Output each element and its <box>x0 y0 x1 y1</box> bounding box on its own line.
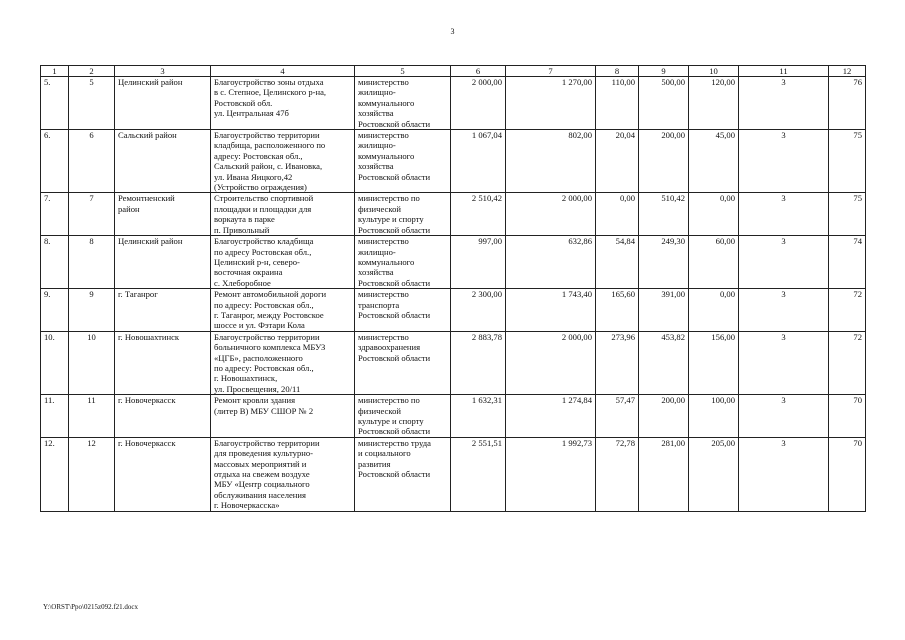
responsible-ministry: министерство жилищно- коммунального хозяйства Ростовской области <box>355 130 451 193</box>
score: 75 <box>829 193 866 236</box>
amount-col8: 110,00 <box>596 77 639 130</box>
table-row <box>41 289 866 332</box>
item-number: 12 <box>69 437 115 511</box>
row-index: 8. <box>41 236 69 289</box>
column-header: 5 <box>355 66 451 77</box>
column-header: 10 <box>689 66 739 77</box>
data-table <box>40 65 866 512</box>
item-number: 5 <box>69 77 115 130</box>
value-col11: 3 <box>739 289 829 332</box>
value-col11: 3 <box>739 193 829 236</box>
project-description: Благоустройство зоны отдыха в с. Степное, Целинского р-на, Ростовской обл. ул. Центральная 47б <box>211 77 355 130</box>
project-description: Благоустройство кладбища по адресу Ростовская обл., Целинский р-н, северо- восточная окраина с. Хлеборобное <box>211 236 355 289</box>
amount-col9: 200,00 <box>639 130 689 193</box>
amount-total: 2 510,42 <box>451 193 506 236</box>
row-index: 7. <box>41 193 69 236</box>
row-index: 12. <box>41 437 69 511</box>
value-col11: 3 <box>739 130 829 193</box>
score: 72 <box>829 331 866 394</box>
amount-col10: 100,00 <box>689 395 739 438</box>
amount-col10: 45,00 <box>689 130 739 193</box>
amount-col7: 1 270,00 <box>506 77 596 130</box>
column-number-row <box>41 66 866 77</box>
amount-col7: 2 000,00 <box>506 331 596 394</box>
amount-col10: 60,00 <box>689 236 739 289</box>
responsible-ministry: министерство жилищно- коммунального хозяйства Ростовской области <box>355 236 451 289</box>
page-number: 3 <box>450 27 455 36</box>
row-index: 10. <box>41 331 69 394</box>
amount-col9: 249,30 <box>639 236 689 289</box>
amount-col8: 57,47 <box>596 395 639 438</box>
responsible-ministry: министерство по физической культуре и спорту Ростовской области <box>355 193 451 236</box>
table-row <box>41 77 866 130</box>
column-header: 1 <box>41 66 69 77</box>
amount-col7: 1 992,73 <box>506 437 596 511</box>
column-header: 7 <box>506 66 596 77</box>
table-row <box>41 236 866 289</box>
column-header: 2 <box>69 66 115 77</box>
amount-col10: 120,00 <box>689 77 739 130</box>
score: 70 <box>829 395 866 438</box>
file-path-footer: Y:\ORST\Ppo\0215z092.f21.docx <box>43 603 139 611</box>
column-header: 12 <box>829 66 866 77</box>
project-description: Ремонт кровли здания (литер В) МБУ СШОР № 2 <box>211 395 355 438</box>
amount-col8: 273,96 <box>596 331 639 394</box>
row-index: 6. <box>41 130 69 193</box>
value-col11: 3 <box>739 395 829 438</box>
column-header: 6 <box>451 66 506 77</box>
amount-total: 997,00 <box>451 236 506 289</box>
amount-col9: 500,00 <box>639 77 689 130</box>
amount-col9: 200,00 <box>639 395 689 438</box>
table-row <box>41 395 866 438</box>
row-index: 5. <box>41 77 69 130</box>
project-description: Благоустройство территории кладбища, расположенного по адресу: Ростовская обл., Сальский район, с. Ивановка, ул. Ивана Яицкого,42 (Устройство ограждения) <box>211 130 355 193</box>
responsible-ministry: министерство по физической культуре и спорту Ростовской области <box>355 395 451 438</box>
responsible-ministry: министерство транспорта Ростовской области <box>355 289 451 332</box>
amount-total: 2 300,00 <box>451 289 506 332</box>
column-header: 9 <box>639 66 689 77</box>
responsible-ministry: министерство труда и социального развития Ростовской области <box>355 437 451 511</box>
amount-col10: 0,00 <box>689 193 739 236</box>
item-number: 9 <box>69 289 115 332</box>
score: 70 <box>829 437 866 511</box>
column-header: 4 <box>211 66 355 77</box>
municipality: г. Новошахтинск <box>115 331 211 394</box>
value-col11: 3 <box>739 437 829 511</box>
municipality: Ремонтненский район <box>115 193 211 236</box>
amount-total: 2 000,00 <box>451 77 506 130</box>
municipality: Целинский район <box>115 77 211 130</box>
amount-col8: 165,60 <box>596 289 639 332</box>
column-header: 8 <box>596 66 639 77</box>
row-index: 9. <box>41 289 69 332</box>
item-number: 11 <box>69 395 115 438</box>
amount-col8: 0,00 <box>596 193 639 236</box>
row-index: 11. <box>41 395 69 438</box>
amount-col8: 54,84 <box>596 236 639 289</box>
table-row <box>41 331 866 394</box>
municipality: Сальский район <box>115 130 211 193</box>
item-number: 8 <box>69 236 115 289</box>
project-description: Благоустройство территории больничного комплекса МБУЗ «ЦГБ», расположенного по адресу: Ростовская обл., г. Новошахтинск, ул. Просвещения, 20/11 <box>211 331 355 394</box>
amount-col9: 510,42 <box>639 193 689 236</box>
amount-col7: 1 274,84 <box>506 395 596 438</box>
amount-col9: 453,82 <box>639 331 689 394</box>
amount-col7: 2 000,00 <box>506 193 596 236</box>
item-number: 10 <box>69 331 115 394</box>
value-col11: 3 <box>739 236 829 289</box>
amount-col9: 281,00 <box>639 437 689 511</box>
item-number: 7 <box>69 193 115 236</box>
amount-total: 2 883,78 <box>451 331 506 394</box>
amount-col7: 632,86 <box>506 236 596 289</box>
table-row <box>41 130 866 193</box>
project-description: Благоустройство территории для проведения культурно- массовых мероприятий и отдыха на свежем воздухе МБУ «Центр социального обслуживания населения г. Новочеркасска» <box>211 437 355 511</box>
item-number: 6 <box>69 130 115 193</box>
amount-total: 1 632,31 <box>451 395 506 438</box>
score: 75 <box>829 130 866 193</box>
responsible-ministry: министерство здравоохранения Ростовской области <box>355 331 451 394</box>
project-description: Ремонт автомобильной дороги по адресу: Ростовская обл., г. Таганрог, между Ростовское шоссе и ул. Фэтари Кола <box>211 289 355 332</box>
score: 76 <box>829 77 866 130</box>
value-col11: 3 <box>739 331 829 394</box>
amount-col9: 391,00 <box>639 289 689 332</box>
table-row <box>41 193 866 236</box>
municipality: г. Новочеркасск <box>115 437 211 511</box>
amount-col10: 156,00 <box>689 331 739 394</box>
table-row <box>41 437 866 511</box>
municipality: г. Новочеркасск <box>115 395 211 438</box>
project-description: Строительство спортивной площадки и площадки для воркаута в парке п. Привольный <box>211 193 355 236</box>
amount-col8: 72,78 <box>596 437 639 511</box>
amount-col7: 802,00 <box>506 130 596 193</box>
amount-col7: 1 743,40 <box>506 289 596 332</box>
score: 74 <box>829 236 866 289</box>
amount-col8: 20,04 <box>596 130 639 193</box>
amount-col10: 205,00 <box>689 437 739 511</box>
responsible-ministry: министерство жилищно- коммунального хозяйства Ростовской области <box>355 77 451 130</box>
amount-total: 2 551,51 <box>451 437 506 511</box>
amount-total: 1 067,04 <box>451 130 506 193</box>
score: 72 <box>829 289 866 332</box>
column-header: 3 <box>115 66 211 77</box>
amount-col10: 0,00 <box>689 289 739 332</box>
municipality: Целинский район <box>115 236 211 289</box>
value-col11: 3 <box>739 77 829 130</box>
municipality: г. Таганрог <box>115 289 211 332</box>
column-header: 11 <box>739 66 829 77</box>
